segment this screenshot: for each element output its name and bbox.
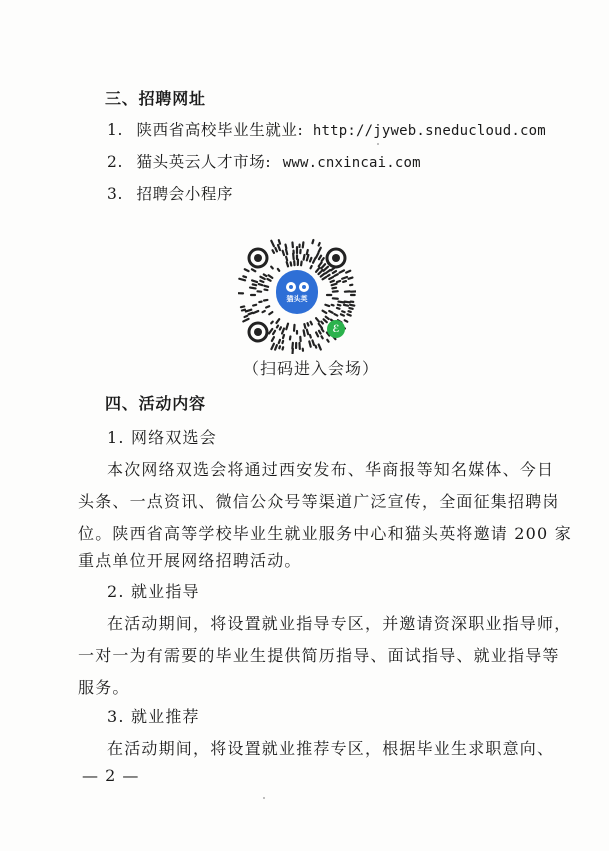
qr-dash (343, 281, 346, 282)
owl-logo-icon (276, 270, 318, 314)
qr-dash (269, 329, 272, 334)
paragraph-line: 位。陕西省高等学校毕业生就业服务中心和猫头英将邀请 200 家 (78, 524, 572, 543)
qr-dash (337, 308, 340, 309)
qr-dash (341, 314, 344, 315)
qr-dash (282, 341, 283, 343)
qr-dash (310, 335, 311, 338)
qr-dash (283, 251, 284, 255)
qr-dash (286, 324, 288, 330)
qr-dash (307, 250, 308, 254)
qr-dash (342, 311, 344, 312)
qr-caption: （扫码进入会场） (243, 359, 380, 378)
paragraph-line: 重点单位开展网络招聘活动。 (78, 551, 302, 570)
scan-speck (377, 143, 379, 145)
qr-dash (283, 335, 284, 338)
qr-dash (316, 268, 319, 272)
list-number: 3. (107, 185, 123, 203)
list-item-url-3 (107, 182, 233, 204)
qr-dash (280, 327, 281, 329)
qr-dash (319, 248, 321, 252)
qr-dash (322, 258, 324, 261)
qr-dash (316, 318, 319, 322)
qr-dash (338, 305, 341, 306)
qr-dash (328, 275, 330, 276)
qr-dash (334, 274, 337, 276)
qr-dash (332, 305, 334, 306)
qr-dash (311, 266, 312, 268)
qr-dash (264, 286, 268, 287)
paragraph-line: 在活动期间，将设置就业指导专区，并邀请资深职业指导师， (107, 614, 572, 633)
qr-dash (303, 242, 304, 247)
logo-text: 猫头英 (286, 295, 308, 303)
qr-dash (319, 256, 321, 260)
page-number: — 2 — (82, 766, 140, 785)
qr-dash (269, 312, 272, 314)
section-heading-recruitment-urls: 三、招聘网址 (105, 89, 206, 108)
qr-dash (245, 269, 249, 271)
qr-dash (275, 248, 277, 251)
qr-dash (278, 245, 280, 250)
qr-dash (349, 278, 353, 279)
qr-dash (283, 347, 284, 349)
qr-dash (278, 269, 279, 271)
list-item-url-2 (107, 150, 421, 172)
qr-dash (277, 326, 278, 328)
qr-dash (347, 314, 350, 315)
qr-dash (307, 255, 309, 260)
qr-dash (327, 340, 328, 342)
qr-dash (313, 258, 315, 263)
qr-dash (319, 270, 323, 274)
qr-dash (264, 274, 267, 276)
qr-dash (321, 322, 323, 324)
qr-dash (316, 346, 317, 348)
qr-dash (323, 311, 327, 313)
qr-dash (329, 311, 332, 313)
qr-dash (273, 250, 274, 253)
qr-dash (279, 346, 280, 348)
qr-dash (286, 257, 287, 261)
paragraph-line: 服务。 (78, 678, 130, 697)
qr-dash (324, 319, 327, 322)
qr-dash (252, 269, 255, 271)
scan-speck (263, 797, 265, 799)
qr-dash (319, 243, 320, 245)
qr-dash (331, 281, 334, 282)
qr-dash (244, 316, 247, 317)
qr-dash (345, 302, 350, 303)
list-label: 招聘会小程序 (136, 185, 234, 203)
qr-dash (319, 344, 321, 349)
qr-dash (332, 284, 337, 285)
qr-dash (262, 311, 264, 312)
qr-dash (319, 331, 321, 334)
qr-dash (279, 240, 280, 244)
qr-dash (311, 322, 312, 325)
qr-dash (316, 332, 318, 336)
qr-dash (309, 341, 310, 346)
qr-dash (312, 340, 314, 344)
paragraph-line: 在活动期间，将设置就业推荐专区，根据毕业生求职意向、 (107, 739, 555, 758)
qr-dash (253, 311, 258, 313)
subsection-title-career-guidance: 2. 就业指导 (107, 582, 200, 601)
subsection-title-online-fair: 1. 网络双选会 (107, 428, 217, 447)
subsection-title-job-recommendation: 3. 就业推荐 (107, 707, 200, 726)
list-number: 1. (107, 121, 123, 139)
qr-dash (322, 329, 324, 331)
mini-program-qr-code[interactable] (238, 236, 356, 354)
qr-dash (329, 277, 333, 279)
qr-dash (260, 277, 264, 279)
qr-dash (301, 262, 302, 266)
qr-dash (304, 255, 305, 260)
paragraph-line: 本次网络双选会将通过西安发布、华商报等知名媒体、今日 (107, 460, 555, 479)
qr-dash (249, 313, 253, 315)
qr-dash (326, 317, 329, 319)
qr-dash (308, 323, 309, 325)
list-label: 陕西省高校毕业生就业: (136, 121, 304, 139)
qr-dash (342, 277, 347, 279)
qr-dash (272, 337, 274, 341)
qr-dash (350, 305, 354, 306)
qr-dash (345, 320, 348, 321)
qr-dash (269, 275, 273, 278)
qr-dash (293, 254, 294, 260)
section-heading-activities: 四、活动内容 (105, 394, 206, 413)
mini-program-icon: ℰ (327, 320, 345, 338)
list-number: 2. (107, 153, 123, 171)
qr-dash (287, 262, 288, 266)
qr-dash (243, 276, 246, 277)
qr-dash (312, 240, 313, 243)
qr-dash (346, 271, 350, 273)
qr-dash (279, 340, 280, 343)
qr-dash (291, 262, 292, 265)
qr-dash (253, 284, 256, 285)
qr-dash (332, 288, 336, 289)
qr-dash (260, 281, 263, 282)
qr-dash (316, 253, 318, 257)
qr-dash (264, 300, 267, 301)
qr-dash (321, 274, 325, 277)
qr-dash (323, 277, 327, 279)
qr-dash (242, 310, 245, 311)
paragraph-line: 头条、一点资讯、微信公众号等渠道广泛宣传，全面征集招聘岗 (78, 492, 560, 511)
qr-dash (250, 288, 255, 289)
qr-dash (340, 270, 344, 272)
qr-dash (321, 264, 325, 268)
list-label: 猫头英云人才市场: (136, 153, 272, 171)
qr-dash (325, 305, 329, 306)
qr-dash (271, 322, 273, 324)
qr-dash (246, 310, 251, 312)
qr-dash (324, 267, 328, 271)
qr-dash (304, 330, 305, 335)
qr-dash (344, 305, 348, 306)
qr-dash (266, 306, 269, 307)
qr-dash (333, 271, 336, 273)
qr-dash (349, 308, 352, 309)
qr-dash (337, 281, 340, 282)
url-link[interactable]: www.cnxincai.com (282, 155, 421, 171)
qr-dash (349, 311, 351, 312)
qr-dash (275, 345, 277, 349)
qr-dash (273, 331, 275, 334)
qr-dash (241, 306, 244, 307)
qr-dash (259, 284, 263, 285)
qr-dash (271, 241, 274, 246)
qr-dash (239, 279, 245, 281)
url-link[interactable]: http://jyweb.sneducloud.com (312, 123, 546, 139)
qr-dash (319, 262, 322, 266)
qr-dash (267, 279, 270, 281)
qr-dash (304, 324, 305, 328)
qr-dash (243, 319, 248, 322)
qr-dash (253, 305, 256, 306)
qr-dash (286, 249, 287, 254)
qr-dash (271, 267, 273, 269)
qr-dash (319, 324, 322, 328)
qr-dash (321, 336, 322, 338)
qr-dash (310, 258, 311, 262)
qr-dash (271, 344, 273, 349)
qr-dash (252, 280, 257, 282)
qr-dash (307, 330, 308, 335)
list-item-url-1 (107, 118, 546, 140)
qr-dash (276, 319, 279, 323)
qr-dash (286, 245, 287, 249)
qr-dash (282, 329, 284, 334)
qr-dash (334, 314, 337, 315)
paragraph-line: 一对一为有需要的毕业生提供简历指导、面试指导、就业指导等 (78, 646, 560, 665)
qr-dash (326, 270, 330, 273)
